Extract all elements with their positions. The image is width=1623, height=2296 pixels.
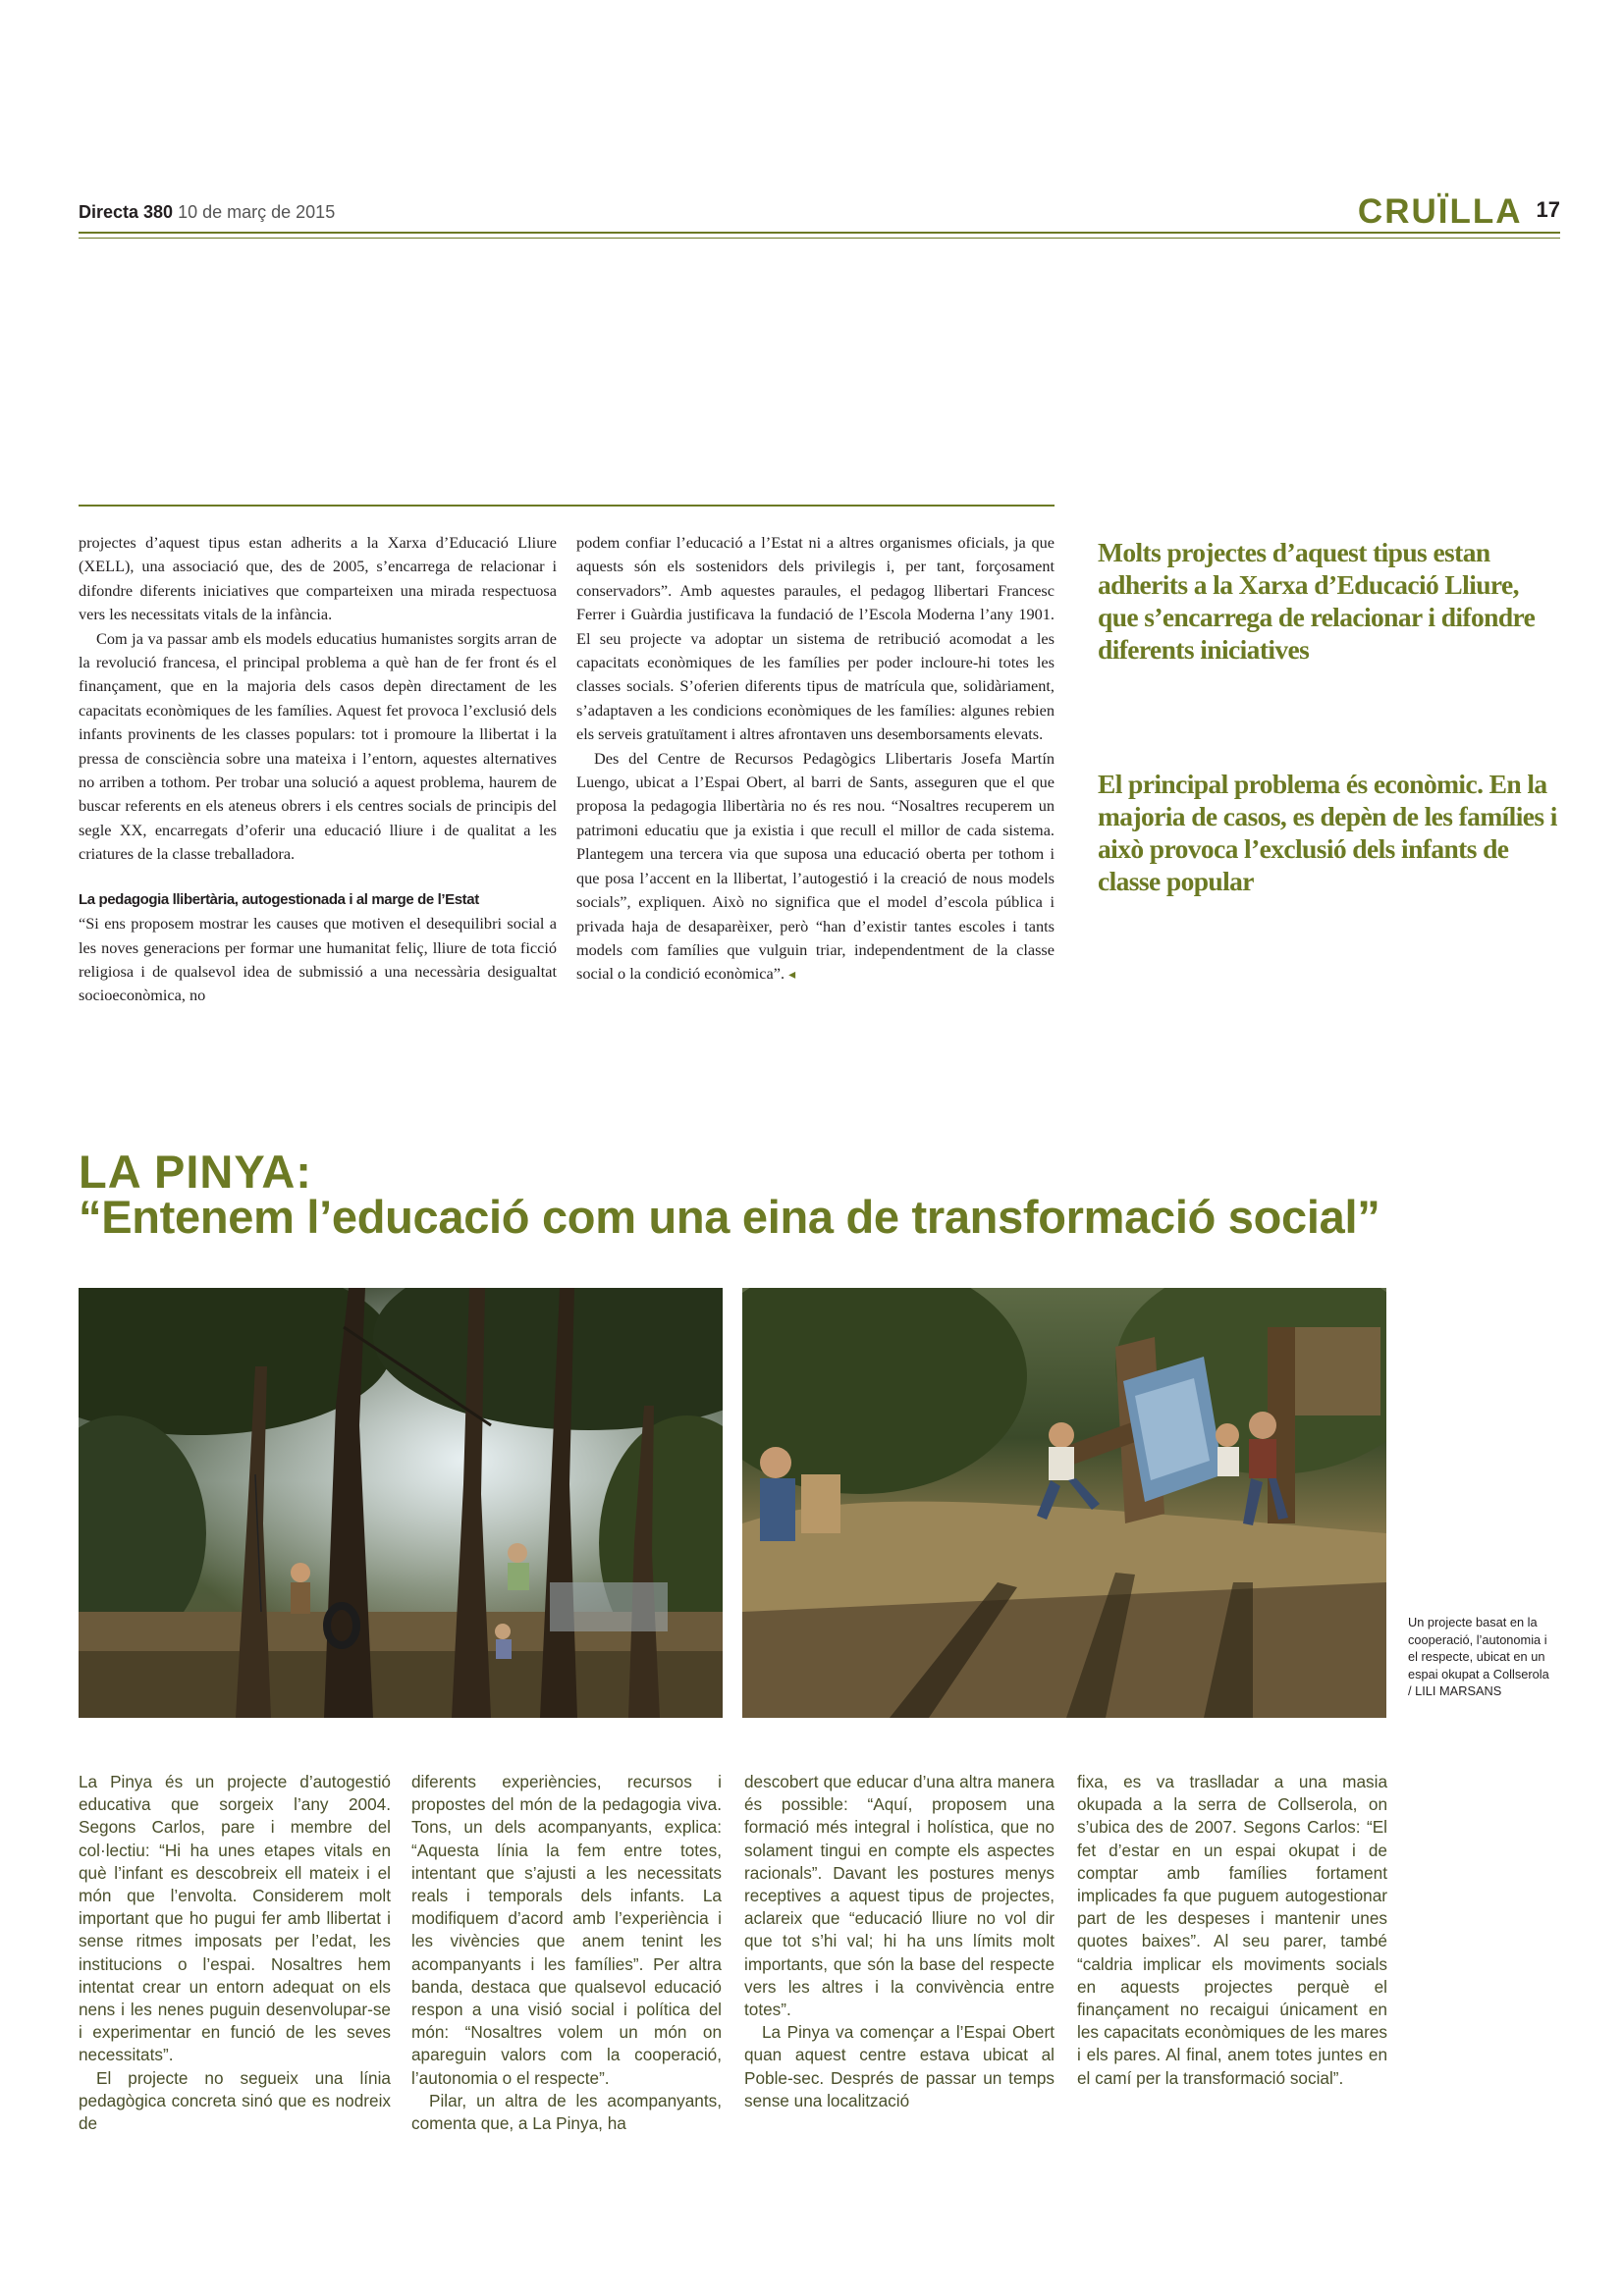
- paragraph: podem confiar l’educació a l’Estat ni a altres organismes oficials, ja que aquests són els sostenidors dels privilegis i, per tant, forçosament conservadors”. Amb aquestes paraules, el pedagog llibertari Francesc Ferrer i Guàrdia justificava la fundació de l’Escola Moderna l’any 1901. El seu projecte va adoptar un sistema de retribució acomodat a les capacitats econòmiques de les famílies per poder incloure-hi totes les classes socials. S’oferien diferents tipus de matrícula que, solidàriament, s’adaptaven a les condicions econòmiques de les famílies: algunes rebien els serveis gratuïtament i altres afrontaven uns desemborsaments elevats.: [576, 533, 1055, 744]
- publication-name: Directa 380: [79, 202, 174, 222]
- lower-article-column-1: [79, 1771, 391, 2135]
- section-title: CRUÏLLA: [1357, 192, 1523, 231]
- paragraph: [576, 747, 1055, 987]
- paragraph: projectes d’aquest tipus estan adherits a la Xarxa d’Educació Lliure (XELL), una associació que, des de 2005, s’encarrega de relacionar i difondre diferents iniciatives que comparteixen una mirada respectuosa vers les necessitats vitals de la infància.: [79, 533, 557, 624]
- issue-date: 10 de març de 2015: [178, 202, 336, 222]
- paragraph: El projecte no segueix una línia pedagògica concreta sinó que es nodreix de: [79, 2067, 391, 2134]
- paragraph: La Pinya va començar a l’Espai Obert quan aquest centre estava ubicat al Poble-sec. Després de passar un temps sense una localització: [744, 2022, 1055, 2110]
- lower-article-column-4: [1077, 1771, 1387, 2090]
- page-header-right: [1358, 192, 1560, 232]
- paragraph: descobert que educar d’una altra manera és possible: “Aquí, proposem una formació més integral i holística, que no solament tingui en compte els aspectes racionals”. Davant les postures menys receptives a aquest tipus de projectes, aclareix que “educació lliure no vol dir que tot s’hi val; hi ha uns límits molt importants, que són la base del respecte vers les altres i la convivència entre totes”.: [744, 1772, 1055, 2020]
- header-rule-thin: [79, 238, 1560, 239]
- photo-forest-swing: [79, 1288, 723, 1718]
- subheading: La pedagogia llibertària, autogestionada i al marge de l’Estat: [79, 890, 479, 908]
- upper-article-column-1: [79, 531, 557, 1008]
- pull-quote: Molts projectes d’aquest tipus estan adherits a la Xarxa d’Educació Lliure, que s’encarrega de relacionar i difondre diferents iniciatives: [1098, 537, 1536, 665]
- photo-caption: Un projecte basat en la cooperació, l’autonomia i el respecte, ubicat en un espai okupat a Collserola / LILI MARSANS: [1408, 1615, 1549, 1698]
- upper-article-column-2: [576, 531, 1055, 987]
- paragraph: Pilar, un altra de les acompanyants, comenta que, a La Pinya, ha: [411, 2090, 722, 2134]
- lower-article-column-2: [411, 1771, 722, 2135]
- pull-quote: El principal problema és econòmic. En la majoria de casos, es depèn de les famílies i això provoca l’exclusió dels infants de classe popular: [1098, 769, 1557, 896]
- paragraph: fixa, es va traslladar a una masia okupada a la serra de Collserola, on s’ubica des de 2007. Segons Carlos: “El fet d’estar en un espai okupat i de comptar amb famílies fortament implicades fa que puguem autogestionar part de les despeses i mantenir unes quotes baixes”. Al seu parer, també “caldria implicar els moviments socials en aquests projectes perquè el finançament no recaigui únicament en les capacitats econòmiques de les mares i els pares. Al final, anem totes juntes en el camí per la transformació social”.: [1077, 1772, 1387, 2088]
- photo-children-playing: [742, 1288, 1386, 1718]
- paragraph: La Pinya és un projecte d’autogestió educativa que sorgeix l’any 2004. Segons Carlos, pare i membre del col·lectiu: “Hi ha unes etapes vitals en què l’infant es descobreix ell mateix i el món que l’envolta. Considerem molt important que ho pugui fer amb llibertat i sense ritmes imposats per l’edat, les institucions o l’espai. Nosaltres hem intentat crear un entorn adequat on els nens i les nenes puguin desenvolupar-se i experimentar en funció de les seves necessitats”.: [79, 1772, 391, 2065]
- paragraph: diferents experiències, recursos i propostes del món de la pedagogia viva. Tons, un dels acompanyants, explica: “Aquesta línia la fem entre totes, intentant que s’ajusti a les necessitats reals i temporals dels infants. La modifiquem d’acord amb l’experiència i les vivències que anem tenint les acompanyants i les famílies”. Per altra banda, destaca que qualsevol educació respon a una visió social i política del món: “Nosaltres volem un món on apareguin valors com la cooperació, l’autonomia o el respecte”.: [411, 1772, 722, 2088]
- header-rule: [79, 232, 1560, 234]
- headline-kicker: LA PINYA:: [79, 1146, 312, 1198]
- photo-forest-swing-image: [79, 1288, 723, 1718]
- end-of-article-mark: ◂: [788, 966, 796, 983]
- article-top-rule: [79, 505, 1055, 507]
- lower-article-column-3: [744, 1771, 1055, 2112]
- paragraph-text: Des del Centre de Recursos Pedagògics Llibertaris Josefa Martín Luengo, ubicat a l’Espai Obert, al barri de Sants, asseguren que el que proposa la pedagogia llibertària no és res nou. “Nosaltres recuperem un patrimoni educatiu que ja existia i que recull el millor de cada sistema. Plantegem una tercera via que suposa una educació oberta per tothom i que posa l’accent en la llibertat, l’autogestió i la creació de nous models socials”, expliquen. Això no significa que el model d’escola pública i privada haja de desaparèixer, però “han d’existir tantes escoles i tants models com famílies que vulguin triar, independentment de la classe social o la condició econòmica”.: [576, 748, 1055, 984]
- page-header-left: [79, 202, 335, 223]
- paragraph: Com ja va passar amb els models educatius humanistes sorgits arran de la revolució francesa, el principal problema a què han de fer front és el finançament, que en la majoria dels casos depèn directament de les capacitats econòmiques de les famílies. Aquest fet provoca l’exclusió dels infants provinents de les classes populars: tot i promoure la llibertat i la pressa de consciència sobre una mateixa i l’entorn, aquestes alternatives no arriben a tothom. Per trobar una solució a aquest problema, haurem de buscar referents en els ateneus obrers i els centres socials de principis del segle XX, encarregats d’oferir una educació lliure i de qualitat a les criatures de la classe treballadora.: [79, 628, 557, 864]
- headline: “Entenem l’educació com una eina de transformació social”: [79, 1191, 1380, 1243]
- photo-children-playing-image: [742, 1288, 1386, 1718]
- page-number: 17: [1536, 197, 1560, 222]
- paragraph: “Si ens proposem mostrar les causes que motiven el desequilibri social a les noves generacions per formar une humanitat feliç, lliure de tota ficció religiosa i de qualsevol idea de submissió a una necessària desigualtat socioeconòmica, no: [79, 914, 557, 1005]
